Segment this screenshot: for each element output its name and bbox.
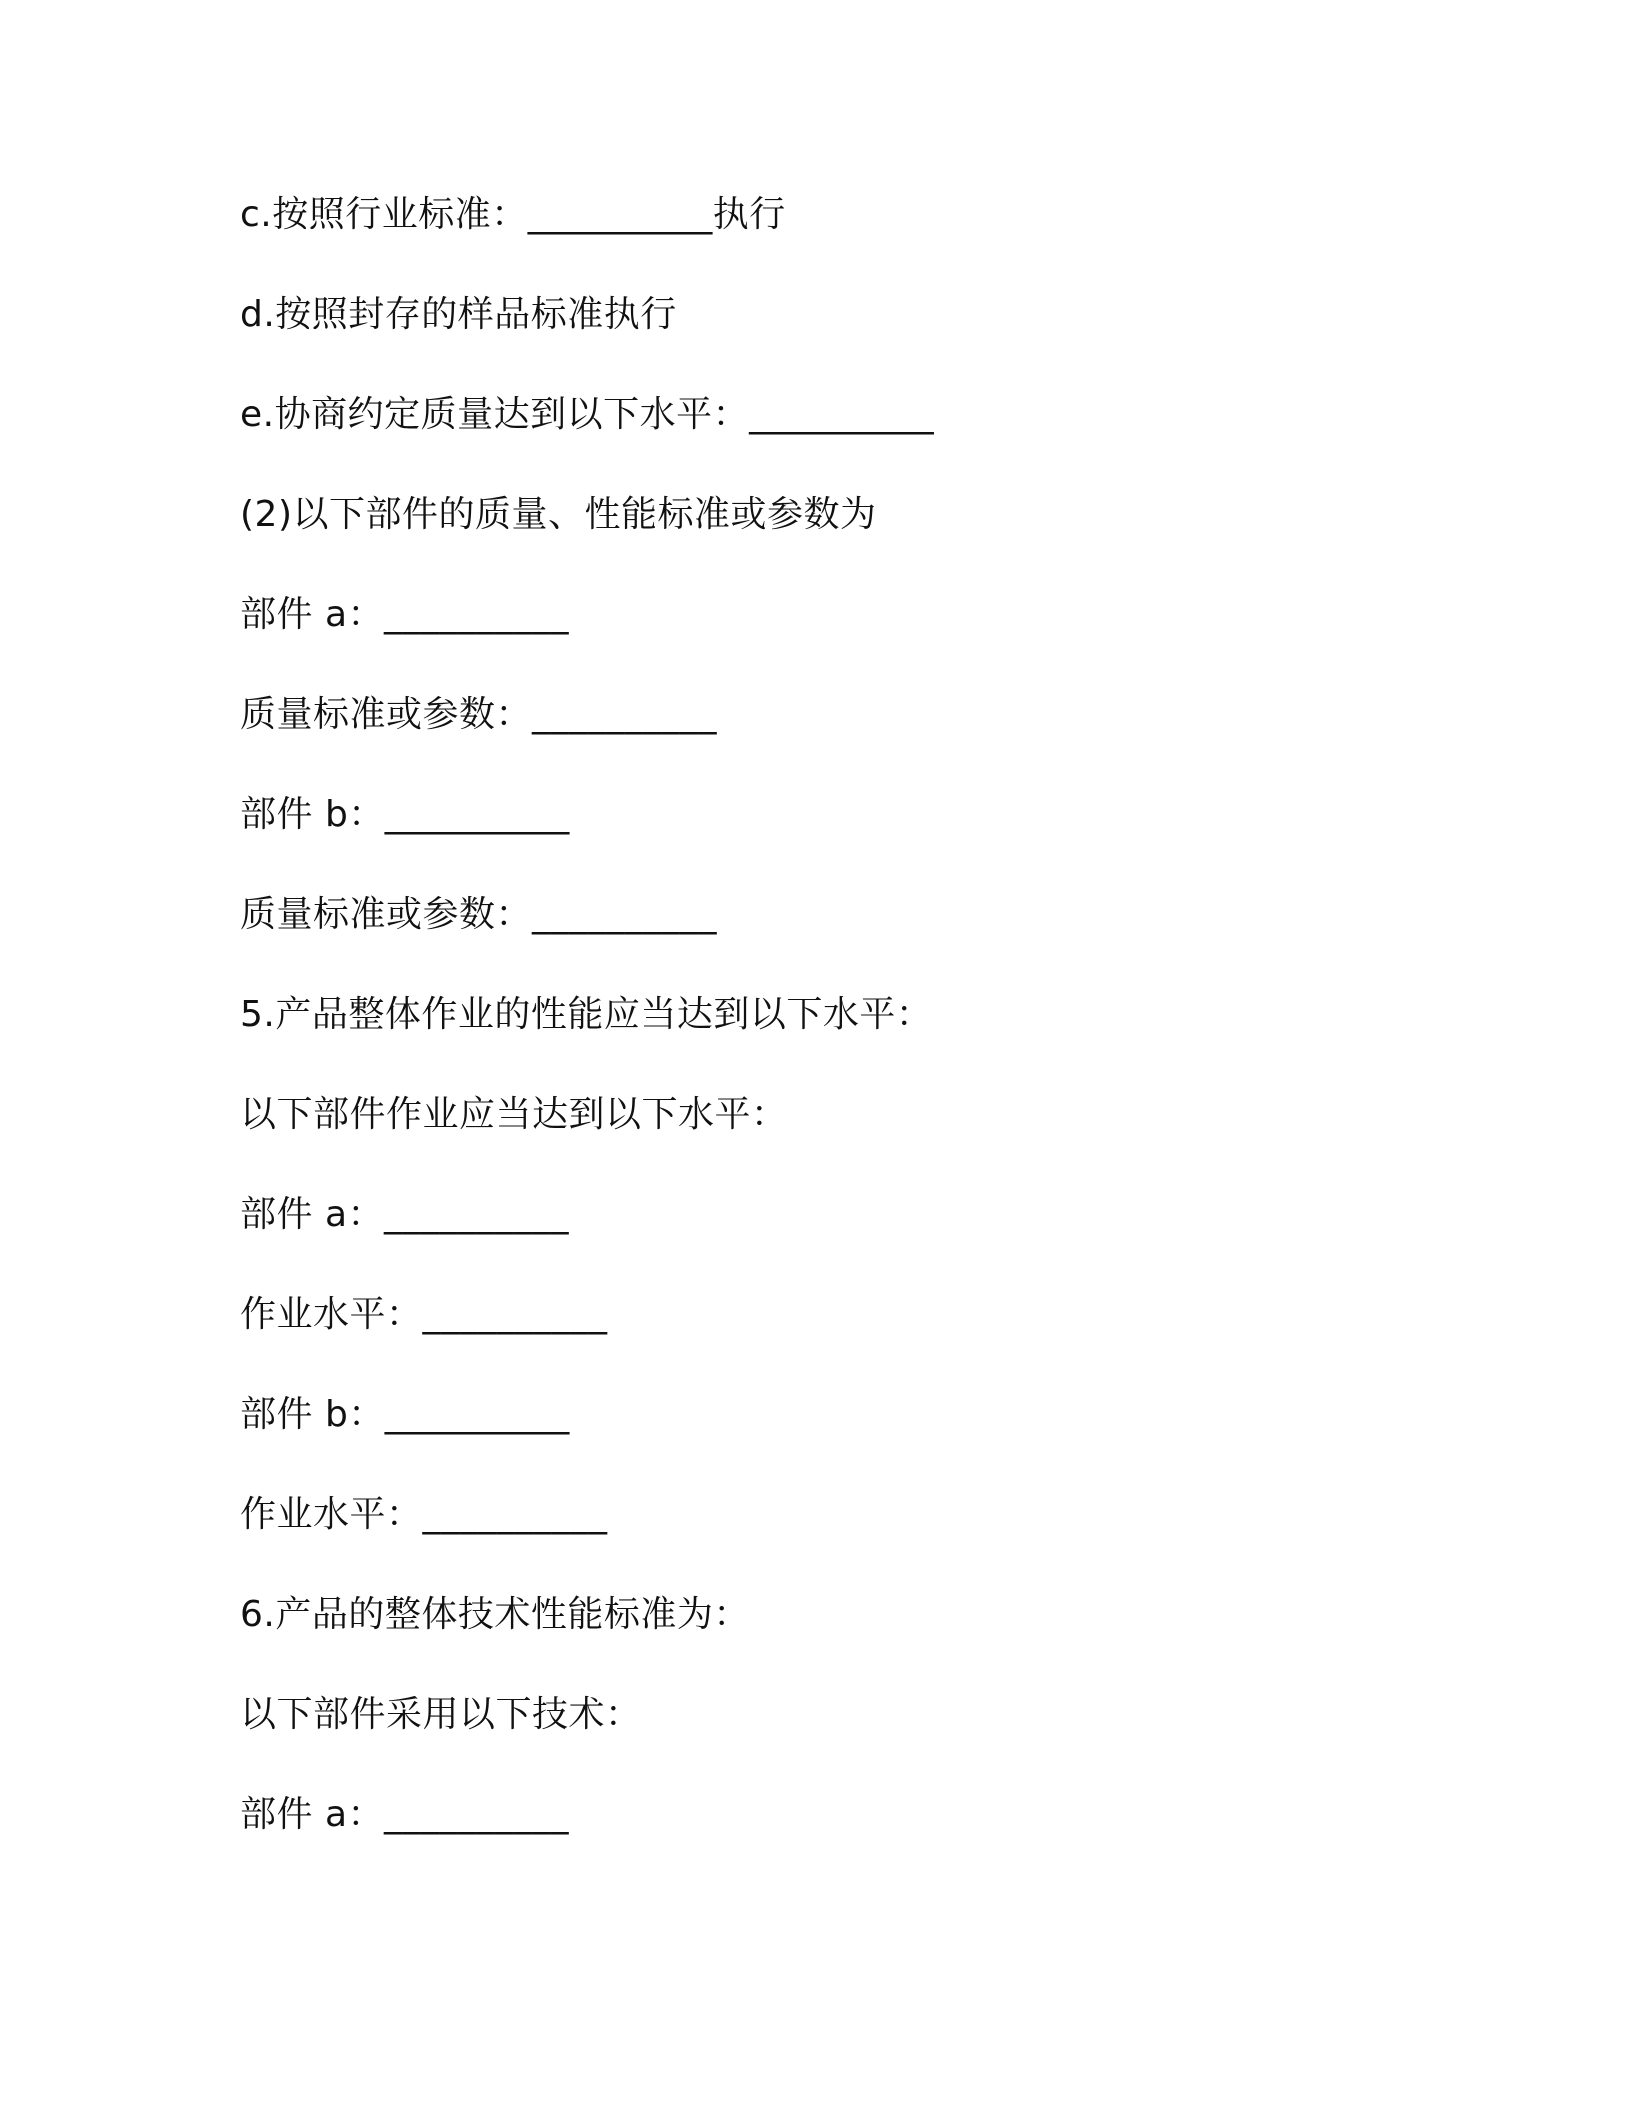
- component-a-line: 部件 a：__________: [240, 1194, 570, 1235]
- operation-performance-heading: 5.产品整体作业的性能应当达到以下水平：: [240, 994, 933, 1035]
- document-body: [240, 190, 1440, 1890]
- component-operation-heading: 以下部件作业应当达到以下水平：: [240, 1094, 788, 1135]
- operation-level-line: 作业水平：__________: [240, 1294, 608, 1335]
- component-standards-heading: (2)以下部件的质量、性能标准或参数为: [240, 494, 877, 535]
- quality-parameter-line: 质量标准或参数：__________: [240, 894, 718, 935]
- operation-level-line: 作业水平：__________: [240, 1494, 608, 1535]
- agreed-quality-line: e.协商约定质量达到以下水平：__________: [240, 394, 935, 435]
- technical-performance-heading: 6.产品的整体技术性能标准为：: [240, 1594, 750, 1635]
- quality-parameter-line: 质量标准或参数：__________: [240, 694, 718, 735]
- component-a-line: 部件 a：__________: [240, 594, 570, 635]
- sealed-sample-line: d.按照封存的样品标准执行: [240, 294, 677, 335]
- component-technology-heading: 以下部件采用以下技术：: [240, 1694, 642, 1735]
- component-b-line: 部件 b：__________: [240, 1394, 570, 1435]
- component-b-line: 部件 b：__________: [240, 794, 570, 835]
- component-a-line: 部件 a：__________: [240, 1794, 570, 1835]
- industry-standard-line: c.按照行业标准：__________执行: [240, 194, 786, 235]
